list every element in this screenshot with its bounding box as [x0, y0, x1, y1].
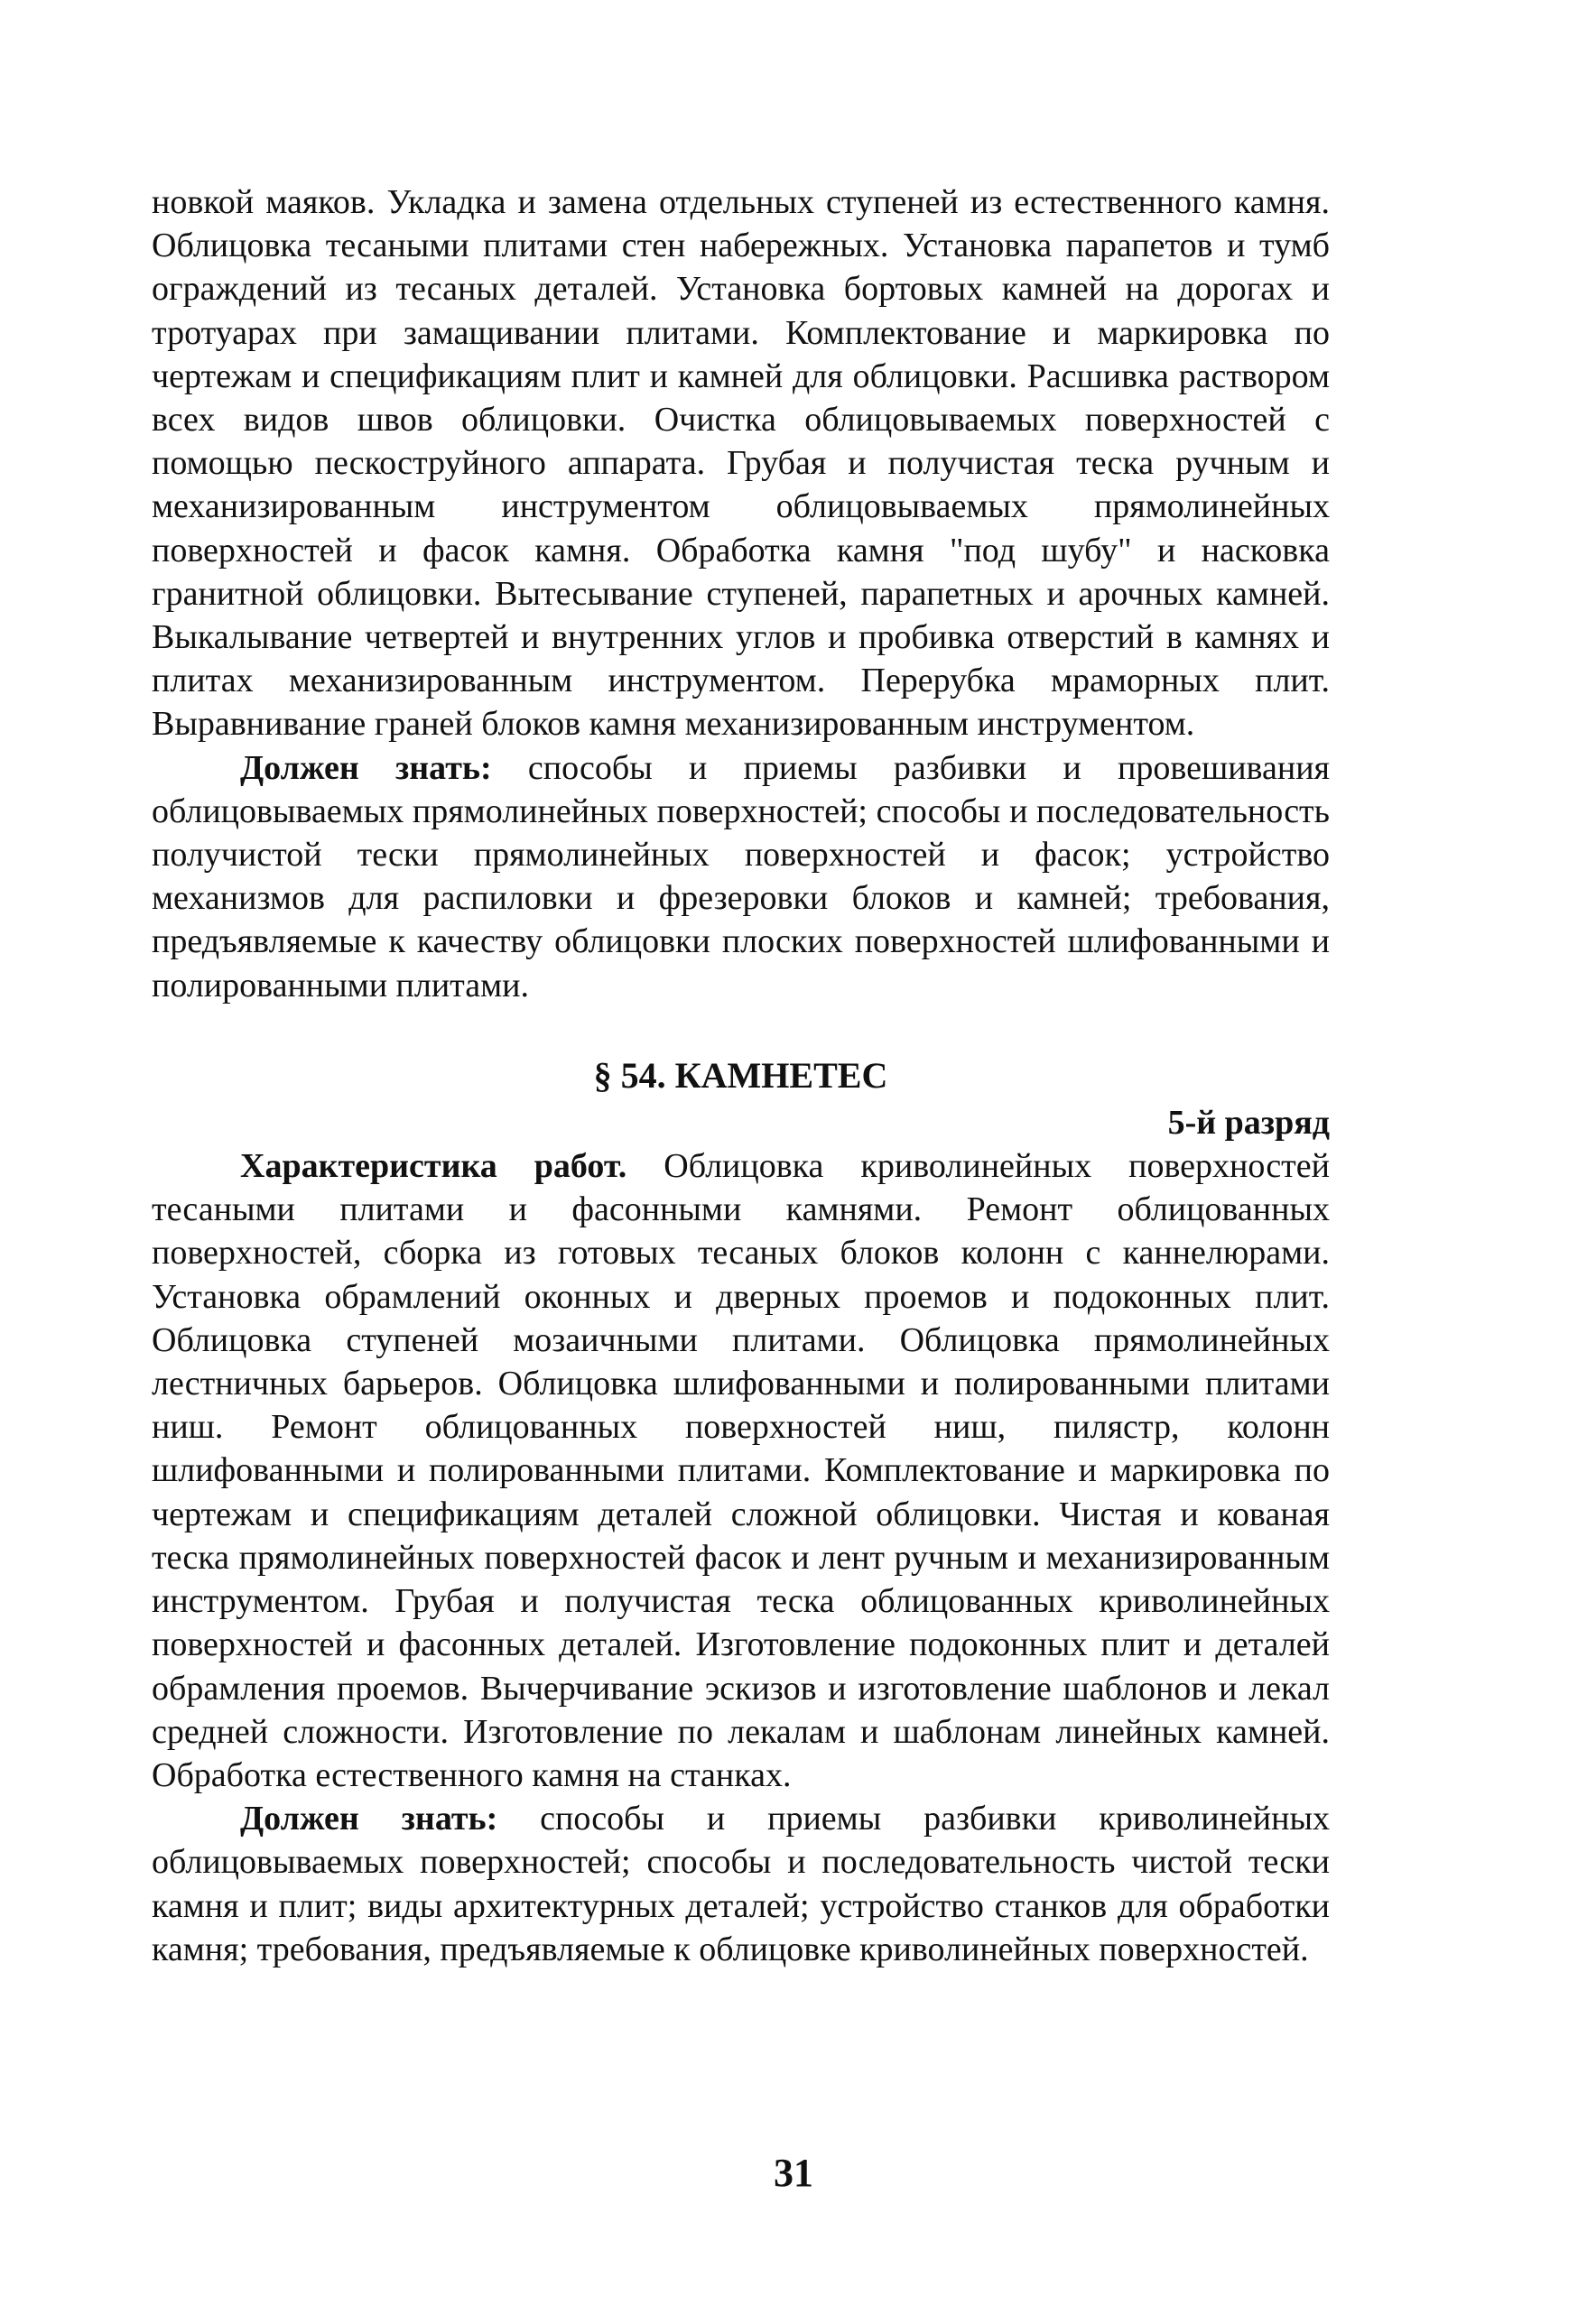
paragraph-continuation: новкой маяков. Укладка и замена отдельных ступеней из естественного камня. Облицовка тесаными плитами стен набережных. Установка парапетов и тумб ограждений из тесаных деталей. Установка бортовых камней на дорогах и тротуарах при замащивании плитами. Комплектование и маркировка по чертежам и спецификациям плит и камней для облицовки. Расшивка раствором всех видов швов облицовки. Очистка облицовываемых поверхностей с помощью пескоструйного аппарата. Грубая и получистая теска ручным и механизированным инструментом облицовываемых прямолинейных поверхностей и фасок камня. Обработка камня "под шубу" и насковка гранитной облицовки. Вытесывание ступеней, парапетных и арочных камней. Выкалывание четвертей и внутренних углов и пробивка отверстий в камнях и плитах механизированным инструментом. Перерубка мраморных плит. Выравнивание граней блоков камня механизированным инструментом.: [152, 183, 1330, 744]
document-page: [152, 181, 1330, 1971]
knowledge-lead: Должен знать:: [240, 748, 492, 787]
paragraph-knowledge-5th-grade: [152, 1797, 1330, 1971]
paragraph-knowledge-4th-grade: [152, 746, 1330, 1007]
knowledge-body-5: способы и приемы разбивки криволинейных облицовываемых поверхностей; способы и последовательность чистой тески камня и плит; виды архитектурных деталей; устройство станков для обработки камня; требования, предъявляемые к облицовке криволинейных поверхностей.: [152, 1800, 1330, 1968]
page-number: 31: [774, 2151, 813, 2195]
knowledge-lead-5: Должен знать:: [240, 1800, 498, 1838]
characteristics-body: Облицовка криволинейных поверхностей тесаными плитами и фасонными камнями. Ремонт облицованных поверхностей, сборка из готовых тесаных блоков колонн с каннелюрами. Установка обрамлений оконных и дверных проемов и подоконных плит. Облицовка ступеней мозаичными плитами. Облицовка прямолинейных лестничных барьеров. Облицовка шлифованными и полированными плитами ниш. Ремонт облицованных поверхностей ниш, пилястр, колонн шлифованными и полированными плитами. Комплектование и маркировка по чертежам и спецификациям деталей сложной облицовки. Чистая и кованая теска прямолинейных поверхностей фасок и лент ручным и механизированным инструментом. Грубая и получистая теска облицованных криволинейных поверхностей и фасонных деталей. Изготовление подоконных плит и деталей обрамления проемов. Вычерчивание эскизов и изготовление шаблонов и лекал средней сложности. Изготовление по лекалам и шаблонам линейных камней. Обработка естественного камня на станках.: [152, 1147, 1330, 1794]
paragraph-characteristics: [152, 1144, 1330, 1797]
grade-label: 5-й разряд: [1167, 1103, 1330, 1142]
section-title: § 54. КАМНЕТЕС: [593, 1054, 888, 1096]
characteristics-lead: Характеристика работ.: [240, 1147, 627, 1186]
knowledge-body: способы и приемы разбивки и провешивания облицовываемых прямолинейных поверхностей; способы и последовательность получистой тески прямолинейных поверхностей и фасок; устройство механизмов для распиловки и фрезеровки блоков и камней; требования, предъявляемые к качеству облицовки плоских поверхностей шлифованными и полированными плитами.: [152, 748, 1331, 1005]
